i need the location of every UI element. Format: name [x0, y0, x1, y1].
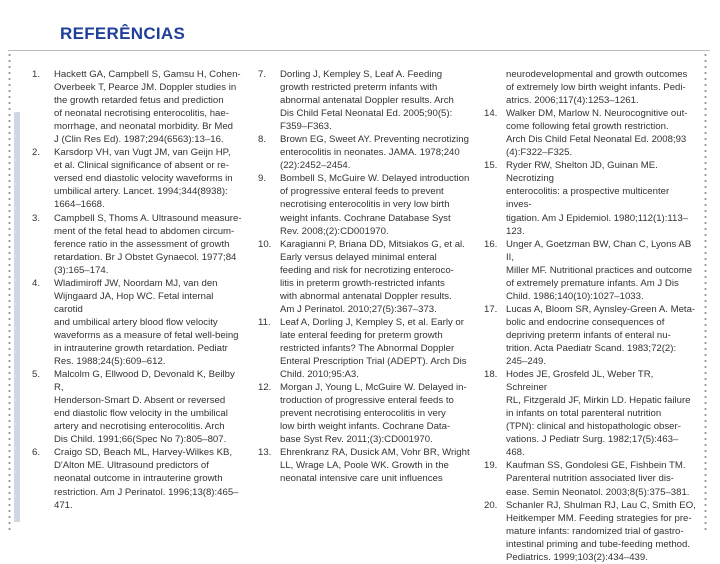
reference-text: Craigo SD, Beach ML, Harvey-Wilkes KB, D'Alton ME. Ultrasound predictors of neonatal outcome in intrauterine growth restriction. Am J Perinatol. 1996;13(8):465– 471.	[54, 447, 239, 511]
reference-text: Ryder RW, Shelton JD, Guinan ME. Necrotizing enterocolitis: a prospective multicenter inves- tigation. Am J Epidemiol. 1980;112(1):113–123.	[506, 160, 689, 237]
reference-item	[258, 133, 470, 172]
reference-text: Schanler RJ, Shulman RJ, Lau C, Smith EO, Heitkemper MM. Feeding strategies for pre- mature infants: randomized trial of gastro- intestinal priming and tube-feeding method. Pediatrics. 1999;103(2):434–439.	[506, 499, 696, 563]
reference-item	[484, 238, 696, 303]
reference-continuation	[484, 68, 696, 107]
references-column-3	[484, 68, 696, 564]
reference-item	[32, 277, 244, 368]
reference-item	[484, 499, 696, 564]
reference-number: 13.	[258, 447, 272, 459]
reference-number: 4.	[32, 277, 41, 289]
reference-number: 7.	[258, 69, 267, 80]
reference-number: 18.	[484, 369, 498, 381]
reference-item	[32, 68, 244, 146]
reference-text: Wladimiroff JW, Noordam MJ, van den Wijngaard JA, Hop WC. Fetal internal carotid and umbilical artery blood flow velocity waveforms as a measure of fetal well-being in intrauterine growth retardation. Pediatr Res. 1988;24(5):609–612.	[54, 277, 239, 368]
reference-item	[32, 368, 244, 446]
reference-text: Hackett GA, Campbell S, Gamsu H, Cohen- Overbeek T, Pearce JM. Doppler studies in the growth retarded fetus and prediction of neonatal necrotising enterocolitis, hae- morrhage, and neonatal morbidity. Br Med J (Clin Res Ed). 1987;294(6563):13–16.	[54, 69, 241, 146]
reference-item	[258, 316, 470, 381]
reference-text: Unger A, Goetzman BW, Chan C, Lyons AB II, Miller MF. Nutritional practices and outcome of extremely premature infants. Am J Dis Child. 1986;140(10):1027–1033.	[506, 238, 693, 302]
reference-number: 6.	[32, 447, 41, 459]
reference-item	[258, 238, 470, 316]
reference-text: Dorling J, Kempley S, Leaf A. Feeding growth restricted preterm infants with abnormal antenatal Doppler results. Arch Dis Child Fetal Neonatal Ed. 2005;90(5): F359–F363.	[280, 69, 454, 133]
reference-text: Walker DM, Marlow N. Neurocognitive out- come following fetal growth restriction. Arch Dis Child Fetal Neonatal Ed. 2008;93 (4):F322–F325.	[506, 108, 688, 159]
reference-item	[484, 107, 696, 159]
reference-text: Morgan J, Young L, McGuire W. Delayed in- troduction of progressive enteral feeds to prevent necrotising enterocolitis in very low birth weight infants. Cochrane Data- base Syst Rev. 2011;(3):CD001970.	[280, 382, 467, 446]
reference-text: Kaufman SS, Gondolesi GE, Fishbein TM. Parenteral nutrition associated liver dis- ease. Semin Neonatol. 2003;8(5):375–381.	[506, 460, 690, 498]
reference-item	[258, 172, 470, 237]
left-margin-strip	[14, 112, 20, 522]
reference-text: Karagianni P, Briana DD, Mitsiakos G, et al. Early versus delayed minimal enteral feeding and risk for necrotizing enteroco- litis in preterm growth-restricted infants with abnormal antenatal Doppler results. Am J Perinatol. 2010;27(5):367–373.	[280, 238, 465, 315]
reference-number: 8.	[258, 134, 267, 146]
reference-number: 3.	[32, 212, 41, 224]
reference-number: 12.	[258, 382, 272, 394]
header-divider	[8, 50, 710, 51]
reference-text: Brown EG, Sweet AY. Preventing necrotizing enterocolitis in neonates. JAMA. 1978;240 (22):2452–2454.	[280, 134, 469, 172]
reference-item	[32, 212, 244, 277]
reference-text: Lucas A, Bloom SR, Aynsley-Green A. Meta- bolic and endocrine consequences of depriving preterm infants of enteral nu- trition. Acta Paediatr Scand. 1983;72(2): 245–249.	[506, 303, 696, 368]
reference-number: 11.	[258, 316, 271, 328]
reference-item	[258, 68, 470, 133]
reference-text: Malcolm G, Ellwood D, Devonald K, Beilby R, Henderson-Smart D. Absent or reversed end diastolic flow velocity in the umbilical artery and necrotising enterocolitis. Arch Dis Child. 1991;66(Spec No 7):805–807.	[54, 369, 235, 446]
reference-number: 5.	[32, 369, 41, 381]
reference-number: 10.	[258, 238, 272, 250]
reference-item	[484, 303, 696, 368]
reference-number: 14.	[484, 108, 498, 120]
reference-text: Leaf A, Dorling J, Kempley S, et al. Early or late enteral feeding for preterm growth restricted infants? The Abnormal Doppler Enteral Prescription Trial (ADEPT). Arch Dis Child. 2010;95:A3.	[280, 316, 467, 381]
reference-number: 15.	[484, 160, 498, 172]
references-column-1	[32, 68, 244, 512]
reference-text: Karsdorp VH, van Vugt JM, van Geijn HP, et al. Clinical significance of absent or re- versed end diastolic velocity waveforms in umbilical artery. Lancet. 1994;344(8938): 1664–1668.	[54, 147, 233, 211]
reference-number: 1.	[32, 69, 41, 80]
reference-number: 2.	[32, 147, 41, 159]
reference-text: neurodevelopmental and growth outcomes of extremely low birth weight infants. Pedi- atrics. 2006;117(4):1253–1261.	[506, 69, 688, 107]
reference-item	[258, 381, 470, 446]
reference-item	[484, 459, 696, 498]
right-dotted-border	[704, 52, 707, 532]
reference-text: Ehrenkranz RA, Dusick AM, Vohr BR, Wright LL, Wrage LA, Poole WK. Growth in the neonatal intensive care unit influences	[280, 447, 470, 485]
reference-item	[32, 446, 244, 511]
reference-number: 19.	[484, 460, 498, 472]
reference-number: 16.	[484, 238, 498, 250]
reference-number: 17.	[484, 303, 498, 315]
reference-item	[258, 446, 470, 485]
left-dotted-border	[8, 52, 11, 532]
reference-text: Campbell S, Thoms A. Ultrasound measure- ment of the fetal head to abdomen circum- ference ratio in the assessment of growth retardation. Br J Obstet Gynaecol. 1977;84 (3):165–174.	[54, 212, 242, 276]
reference-item	[32, 146, 244, 211]
reference-text: Bombell S, McGuire W. Delayed introduction of progressive enteral feeds to prevent necrotising enterocolitis in very low birth weight infants. Cochrane Database Syst Rev. 2008;(2):CD001970.	[280, 173, 470, 237]
references-column-2	[258, 68, 470, 486]
reference-number: 9.	[258, 173, 267, 185]
reference-number: 20.	[484, 499, 498, 511]
reference-item	[484, 159, 696, 237]
reference-text: Hodes JE, Grosfeld JL, Weber TR, Schreiner RL, Fitzgerald JF, Mirkin LD. Hepatic failure in infants on total parenteral nutrition (TPN): clinical and histopathologic obser- vations. J Pediatr Surg. 1982;17(5):463–468.	[506, 369, 691, 459]
page-title: REFERÊNCIAS	[60, 24, 186, 43]
reference-item	[484, 368, 696, 459]
